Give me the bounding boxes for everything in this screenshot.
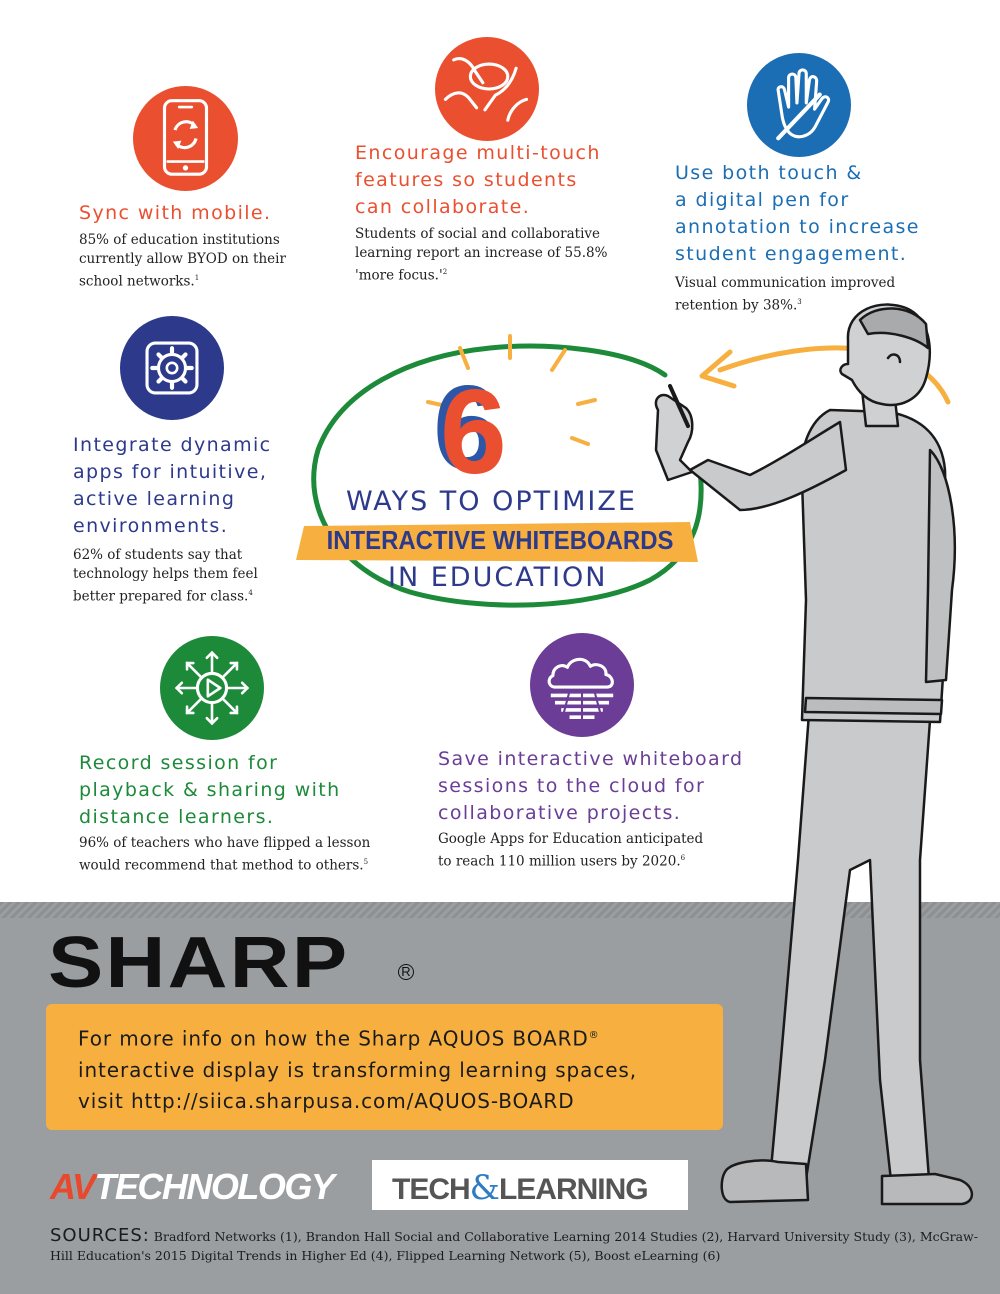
man-illustration — [630, 300, 990, 1294]
cloud-icon — [530, 633, 634, 737]
item-5-heading: Record session for playback & sharing with distance learners. — [79, 752, 341, 828]
gear-icon — [120, 316, 224, 420]
hand-pen-icon — [747, 53, 851, 157]
item-1-stat: 85% of education institutions currently allow BYOD on their school networks.$^1$ — [79, 232, 286, 290]
info-box — [46, 1004, 723, 1130]
item-4-heading: Integrate dynamic apps for intuitive, active learning environments. — [73, 434, 272, 537]
item-6-heading: Save interactive whiteboard sessions to the cloud for collaborative projects. — [438, 748, 744, 824]
info-link[interactable]: visit http://siica.sharpusa.com/AQUOS-BOARD — [78, 1088, 575, 1113]
in-education: IN EDUCATION — [388, 562, 608, 593]
ways-to-optimize: WAYS TO OPTIMIZE — [346, 486, 637, 517]
item-2-stat: Students of social and collaborative learning report an increase of 55.8% 'more $focus.'^2$ — [355, 226, 608, 284]
banner-text: INTERACTIVE WHITEBOARDS — [326, 525, 674, 555]
item-5-stat: 96% of teachers who have flipped a lesson would recommend that method to others.$^5$ — [79, 835, 371, 874]
item-1-heading: Sync with mobile. — [79, 202, 272, 224]
multi-touch-icon — [435, 37, 539, 141]
item-3-heading: Use both touch & a digital pen for annotation to increase student engagement. — [675, 162, 920, 265]
big-six: 6 — [440, 365, 507, 499]
info-text: For more info on how the Sharp AQUOS BOARD® interactive display is transforming learning spaces, visit http://siica.sharpusa.com/AQUOS-BOARD — [78, 1020, 708, 1117]
item-4-stat: 62% of students say that technology helps them feel better prepared for class.$^4$ — [73, 547, 258, 605]
play-share-icon — [160, 636, 264, 740]
item-2-heading: Encourage multi-touch features so students can collaborate. — [355, 142, 601, 218]
mobile-sync-icon — [133, 86, 238, 191]
registered-mark: R — [398, 964, 414, 980]
item-6-stat: Google Apps for Education anticipated to reach 110 million users by 2020.$^6$ — [438, 831, 704, 870]
sources: SOURCES: Bradford Networks (1), Brandon Hall Social and Collaborative Learning 2014 Studies (2), Harvard University Study (3), McGraw-Hill Education's 2015 Digital Trends in Higher Ed (4), Flipped Learning Network (5), Boost eLearning (6) — [50, 1225, 978, 1263]
av-technology-logo: AVTECHNOLOGY — [50, 1166, 334, 1207]
item-3-stat: Visual communication improved retention by 38%.$^3$ — [675, 275, 896, 314]
tech-learning-logo: TECH&LEARNING — [372, 1160, 688, 1210]
sharp-logo: SHARP — [48, 923, 350, 1003]
